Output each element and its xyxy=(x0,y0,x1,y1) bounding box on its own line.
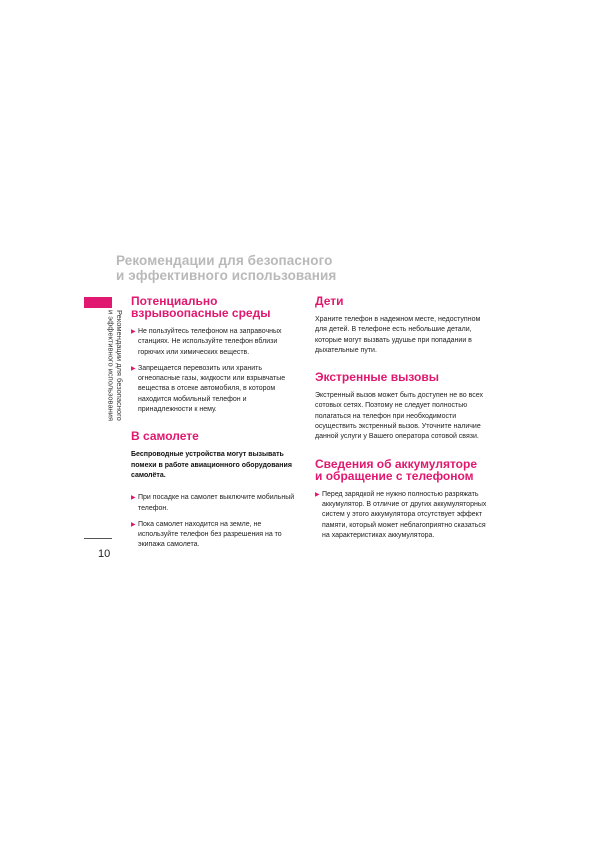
bullet-list-explosive xyxy=(131,327,301,415)
section-tab-label xyxy=(106,310,123,421)
section-title-emergency: Экстренные вызовы xyxy=(315,370,439,385)
list-item-text: Запрещается перевозить или хранить огнеопасные газы, жидкости или взрывчатые вещества в отсеке автомобиля, в котором находится мобильный телефон и принадлежности к нему. xyxy=(138,364,286,414)
section-title-battery xyxy=(315,458,487,482)
header-title-line1: Рекомендации для безопасного xyxy=(116,253,333,268)
list-item-text: Не пользуйтесь телефоном на заправочных станциях. Не используйте телефон вблизи горючих или химических веществ. xyxy=(138,328,282,356)
bullet-arrow-icon: ▶ xyxy=(131,521,136,528)
section-title-line2: взрывоопасные среды xyxy=(131,306,271,320)
list-item xyxy=(315,490,487,541)
section-text-emergency: Экстренный вызов может быть доступен не во всех сотовых сетях. Поэтому не следует полностью полагаться на телефон при необходимости осуществить экстренный вызов. Уточните наличие данной услуги у Вашего оператора сотовой связи. xyxy=(315,392,483,441)
list-item-text: Пока самолет находится на земле, не используйте телефон без разрешения на то экипажа самолета. xyxy=(138,520,282,549)
header-title-line2: и эффективного использования xyxy=(116,267,337,283)
section-title-line1: Потенциально xyxy=(131,294,218,308)
bullet-arrow-icon: ▶ xyxy=(131,365,136,372)
list-item-text: Перед зарядкой не нужно полностью разряжать аккумулятор. В отличие от других аккумуляторных систем у этого аккумулятора отсутствует эффект памяти, который может неблагоприятно сказаться на характеристиках аккумулятора. xyxy=(322,490,487,539)
bullet-arrow-icon: ▶ xyxy=(131,329,136,335)
page-number: 10 xyxy=(98,548,111,560)
section-title-line1: Сведения об аккумуляторе xyxy=(315,456,477,471)
page-header xyxy=(116,254,476,283)
list-item xyxy=(131,520,301,551)
list-item xyxy=(131,327,301,358)
section-intro-airplane: Беспроводные устройства могут вызывать помехи в работе авиационного оборудования самолёта. xyxy=(131,451,292,479)
list-item xyxy=(131,493,301,514)
right-column xyxy=(315,295,487,553)
section-title-line2: и обращение с телефоном xyxy=(315,468,474,483)
left-column xyxy=(131,295,301,563)
bullet-arrow-icon: ▶ xyxy=(315,491,320,498)
section-tab-label-line2: и эффективного использования xyxy=(106,310,116,422)
section-title-children: Дети xyxy=(315,294,344,308)
section-title-airplane: В самолете xyxy=(131,429,199,444)
section-tab-marker xyxy=(84,297,112,308)
list-item xyxy=(131,364,301,415)
bullet-list-battery xyxy=(315,490,487,541)
section-tab-label-line1: Рекомендации для безопасного xyxy=(115,310,124,421)
section-title-explosive xyxy=(131,295,301,319)
bullet-list-airplane xyxy=(131,493,301,550)
page-number-divider xyxy=(84,538,112,539)
list-item-text: При посадке на самолет выключите мобильный телефон. xyxy=(138,494,295,512)
section-text-children: Храните телефон в надежном месте, недоступном для детей. В телефоне есть небольшие детали, которые могут вызвать удушье при попадании в дыхательные пути. xyxy=(315,316,481,354)
bullet-arrow-icon: ▶ xyxy=(131,495,136,502)
